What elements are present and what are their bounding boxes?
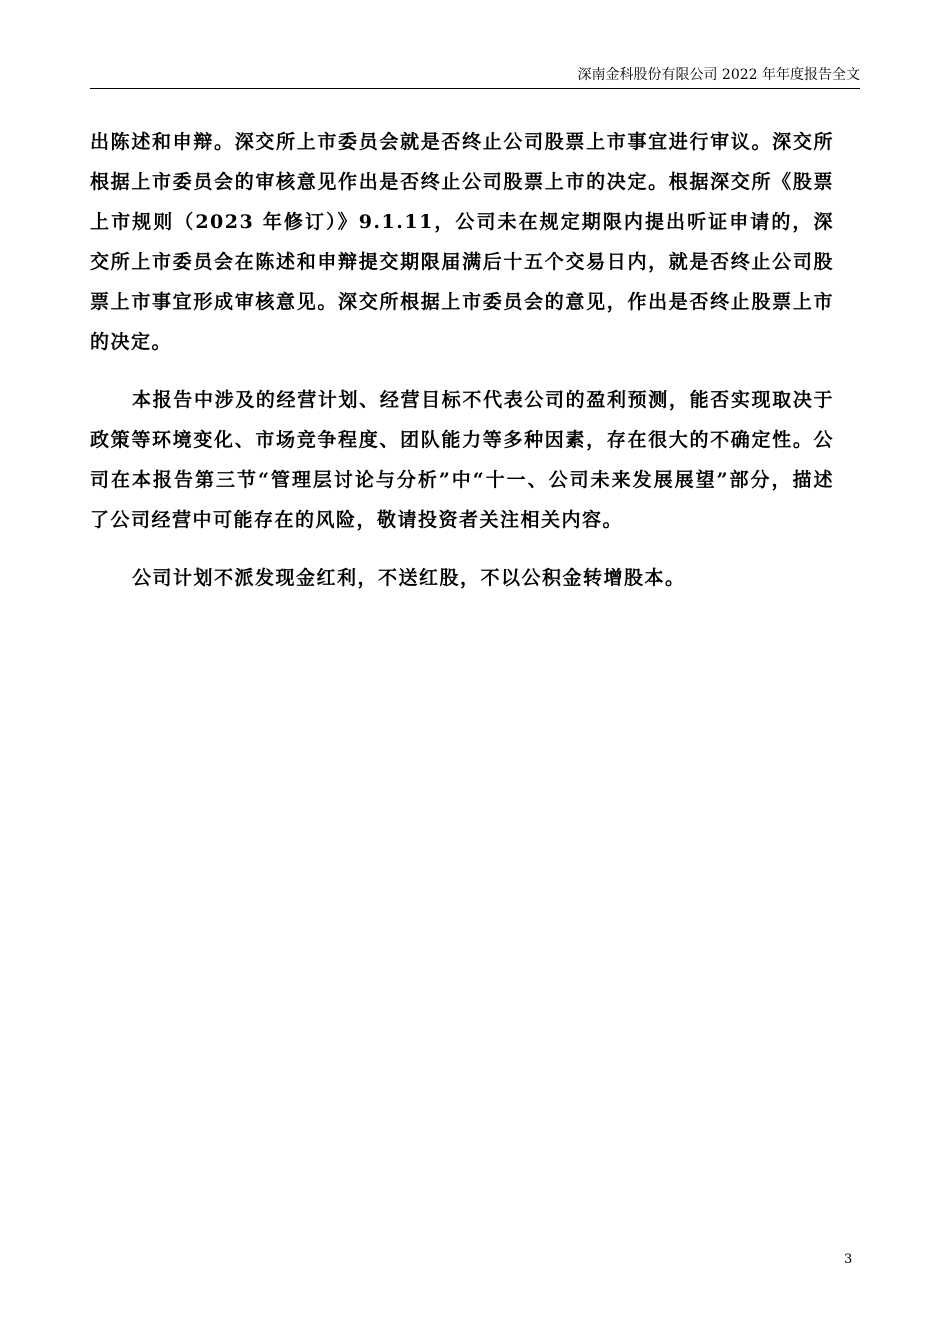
document-body [90,122,834,598]
page-header [90,58,860,89]
header-title: 深南金科股份有限公司 2022 年年度报告全文 [577,67,860,83]
paragraph-delisting-procedure: 出陈述和申辩。深交所上市委员会就是否终止公司股票上市事宜进行审议。深交所根据上市委员会的审核意见作出是否终止公司股票上市的决定。根据深交所《股票上市规则（2023 年修订）》9.1.11，公司未在规定期限内提出听证申请的，深交所上市委员会在陈述和申辩提交期限届满后十五个交易日内，就是否终止公司股票上市事宜形成审核意见。深交所根据上市委员会的意见，作出是否终止股票上市的决定。 [90,131,834,353]
paragraph-forward-looking-disclaimer: 本报告中涉及的经营计划、经营目标不代表公司的盈利预测，能否实现取决于政策等环境变化、市场竞争程度、团队能力等多种因素，存在很大的不确定性。公司在本报告第三节“管理层讨论与分析”中“十一、公司未来发展展望”部分，描述了公司经营中可能存在的风险，敬请投资者关注相关内容。 [90,389,834,531]
paragraph-dividend-plan: 公司计划不派发现金红利，不送红股，不以公积金转增股本。 [132,567,686,589]
page-number: 3 [844,1252,853,1267]
